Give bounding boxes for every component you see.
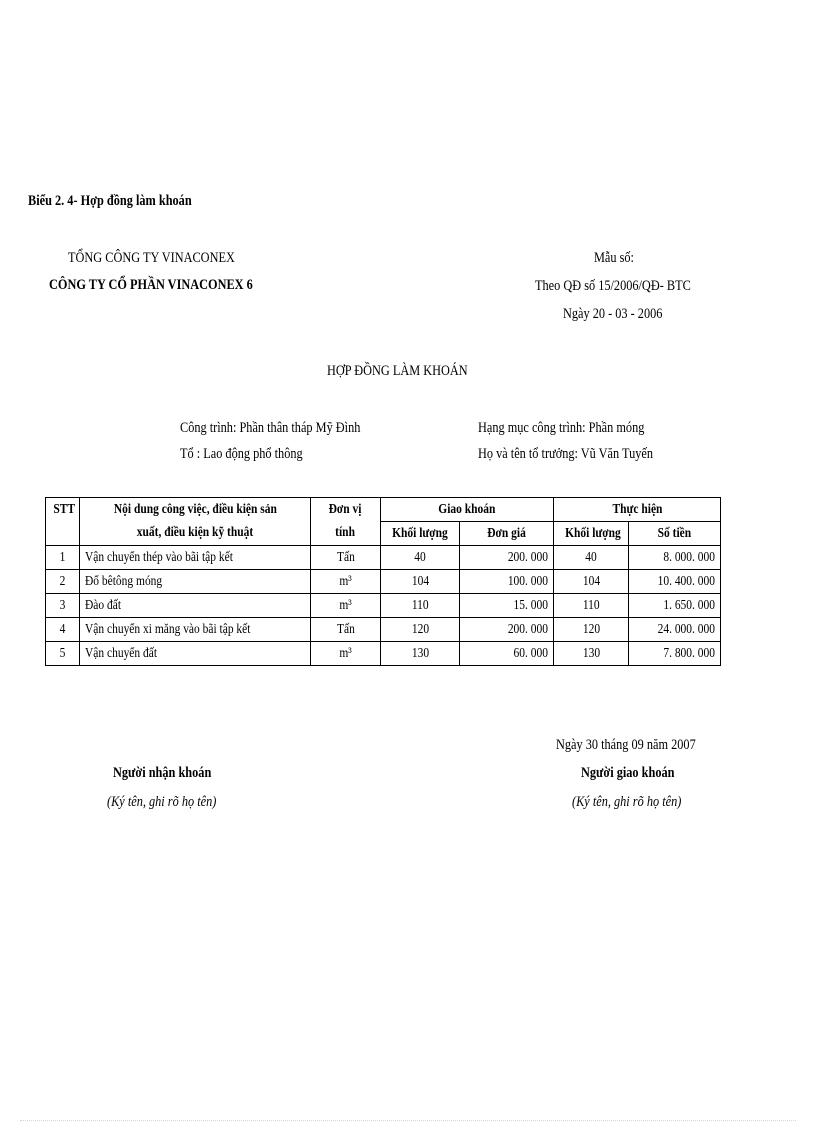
cell-content: Đổ bêtông móng bbox=[80, 570, 311, 594]
cell-stt: 1 bbox=[46, 546, 80, 570]
form-label: Biểu 2. 4- Hợp đồng làm khoán bbox=[28, 193, 192, 209]
table-header-row bbox=[46, 498, 721, 522]
decision-date: Ngày 20 - 03 - 2006 bbox=[563, 306, 663, 322]
cell-quantity: 110 bbox=[381, 594, 460, 618]
receiver-title: Người nhận khoán bbox=[113, 765, 212, 781]
cell-quantity: 130 bbox=[381, 642, 460, 666]
company-name: CÔNG TY CỔ PHẦN VINACONEX 6 bbox=[49, 277, 253, 293]
decision-ref: Theo QĐ số 15/2006/QĐ- BTC bbox=[535, 278, 691, 294]
header-amount: Số tiền bbox=[629, 522, 721, 546]
form-number: Mẫu số: bbox=[594, 250, 634, 266]
cell-actual-quantity: 40 bbox=[554, 546, 629, 570]
cell-quantity: 104 bbox=[381, 570, 460, 594]
cell-content: Đào đất bbox=[80, 594, 311, 618]
header-stt: STT bbox=[46, 498, 80, 522]
work-item: Hạng mục công trình: Phần móng bbox=[478, 420, 645, 436]
receiver-note: (Ký tên, ghi rõ họ tên) bbox=[107, 794, 217, 810]
giver-note: (Ký tên, ghi rõ họ tên) bbox=[572, 794, 682, 810]
cell-stt: 4 bbox=[46, 618, 80, 642]
header-assigned: Giao khoán bbox=[381, 498, 554, 522]
team-leader: Họ và tên tổ trưởng: Vũ Văn Tuyến bbox=[478, 446, 654, 462]
cell-content: Vận chuyển xi măng vào bãi tập kết bbox=[80, 618, 311, 642]
table-row bbox=[46, 618, 721, 642]
cell-unit: m³ bbox=[311, 570, 381, 594]
contract-table bbox=[45, 497, 721, 666]
team-name: Tổ : Lao động phổ thông bbox=[180, 446, 303, 462]
header-unit-cont: tính bbox=[311, 522, 381, 546]
project-name: Công trình: Phần thân tháp Mỹ Đình bbox=[180, 420, 361, 436]
giver-title: Người giao khoán bbox=[581, 765, 675, 781]
header-unit-price: Đơn giá bbox=[460, 522, 554, 546]
cell-stt: 2 bbox=[46, 570, 80, 594]
cell-actual-quantity: 110 bbox=[554, 594, 629, 618]
header-actual-quantity: Khối lượng bbox=[554, 522, 629, 546]
header-unit: Đơn vị bbox=[311, 498, 381, 522]
header-quantity: Khối lượng bbox=[381, 522, 460, 546]
cell-stt: 3 bbox=[46, 594, 80, 618]
cell-content: Vận chuyển thép vào bãi tập kết bbox=[80, 546, 311, 570]
cell-unit: m³ bbox=[311, 594, 381, 618]
signature-date: Ngày 30 tháng 09 năm 2007 bbox=[556, 737, 696, 753]
cell-quantity: 120 bbox=[381, 618, 460, 642]
cell-unit: Tấn bbox=[311, 618, 381, 642]
cell-amount: 10. 400. 000 bbox=[629, 570, 721, 594]
document-title: HỢP ĐỒNG LÀM KHOÁN bbox=[327, 363, 468, 379]
cell-unit-price: 200. 000 bbox=[460, 546, 554, 570]
cell-amount: 7. 800. 000 bbox=[629, 642, 721, 666]
page-bottom-divider bbox=[20, 1120, 796, 1121]
cell-unit-price: 15. 000 bbox=[460, 594, 554, 618]
cell-amount: 1. 650. 000 bbox=[629, 594, 721, 618]
table-subheader-row bbox=[46, 522, 721, 546]
header-actual: Thực hiện bbox=[554, 498, 721, 522]
table-row bbox=[46, 570, 721, 594]
cell-actual-quantity: 120 bbox=[554, 618, 629, 642]
cell-unit-price: 100. 000 bbox=[460, 570, 554, 594]
table-row bbox=[46, 594, 721, 618]
cell-actual-quantity: 130 bbox=[554, 642, 629, 666]
cell-unit-price: 200. 000 bbox=[460, 618, 554, 642]
cell-quantity: 40 bbox=[381, 546, 460, 570]
header-content: Nội dung công việc, điều kiện sản bbox=[80, 498, 311, 522]
parent-company: TỔNG CÔNG TY VINACONEX bbox=[68, 250, 235, 266]
cell-stt: 5 bbox=[46, 642, 80, 666]
cell-unit: m³ bbox=[311, 642, 381, 666]
cell-unit: Tấn bbox=[311, 546, 381, 570]
cell-content: Vận chuyển đất bbox=[80, 642, 311, 666]
cell-unit-price: 60. 000 bbox=[460, 642, 554, 666]
table-row bbox=[46, 642, 721, 666]
header-stt-cont bbox=[46, 522, 80, 546]
table-row bbox=[46, 546, 721, 570]
cell-actual-quantity: 104 bbox=[554, 570, 629, 594]
cell-amount: 24. 000. 000 bbox=[629, 618, 721, 642]
cell-amount: 8. 000. 000 bbox=[629, 546, 721, 570]
header-content-cont: xuất, điều kiện kỹ thuật bbox=[80, 522, 311, 546]
